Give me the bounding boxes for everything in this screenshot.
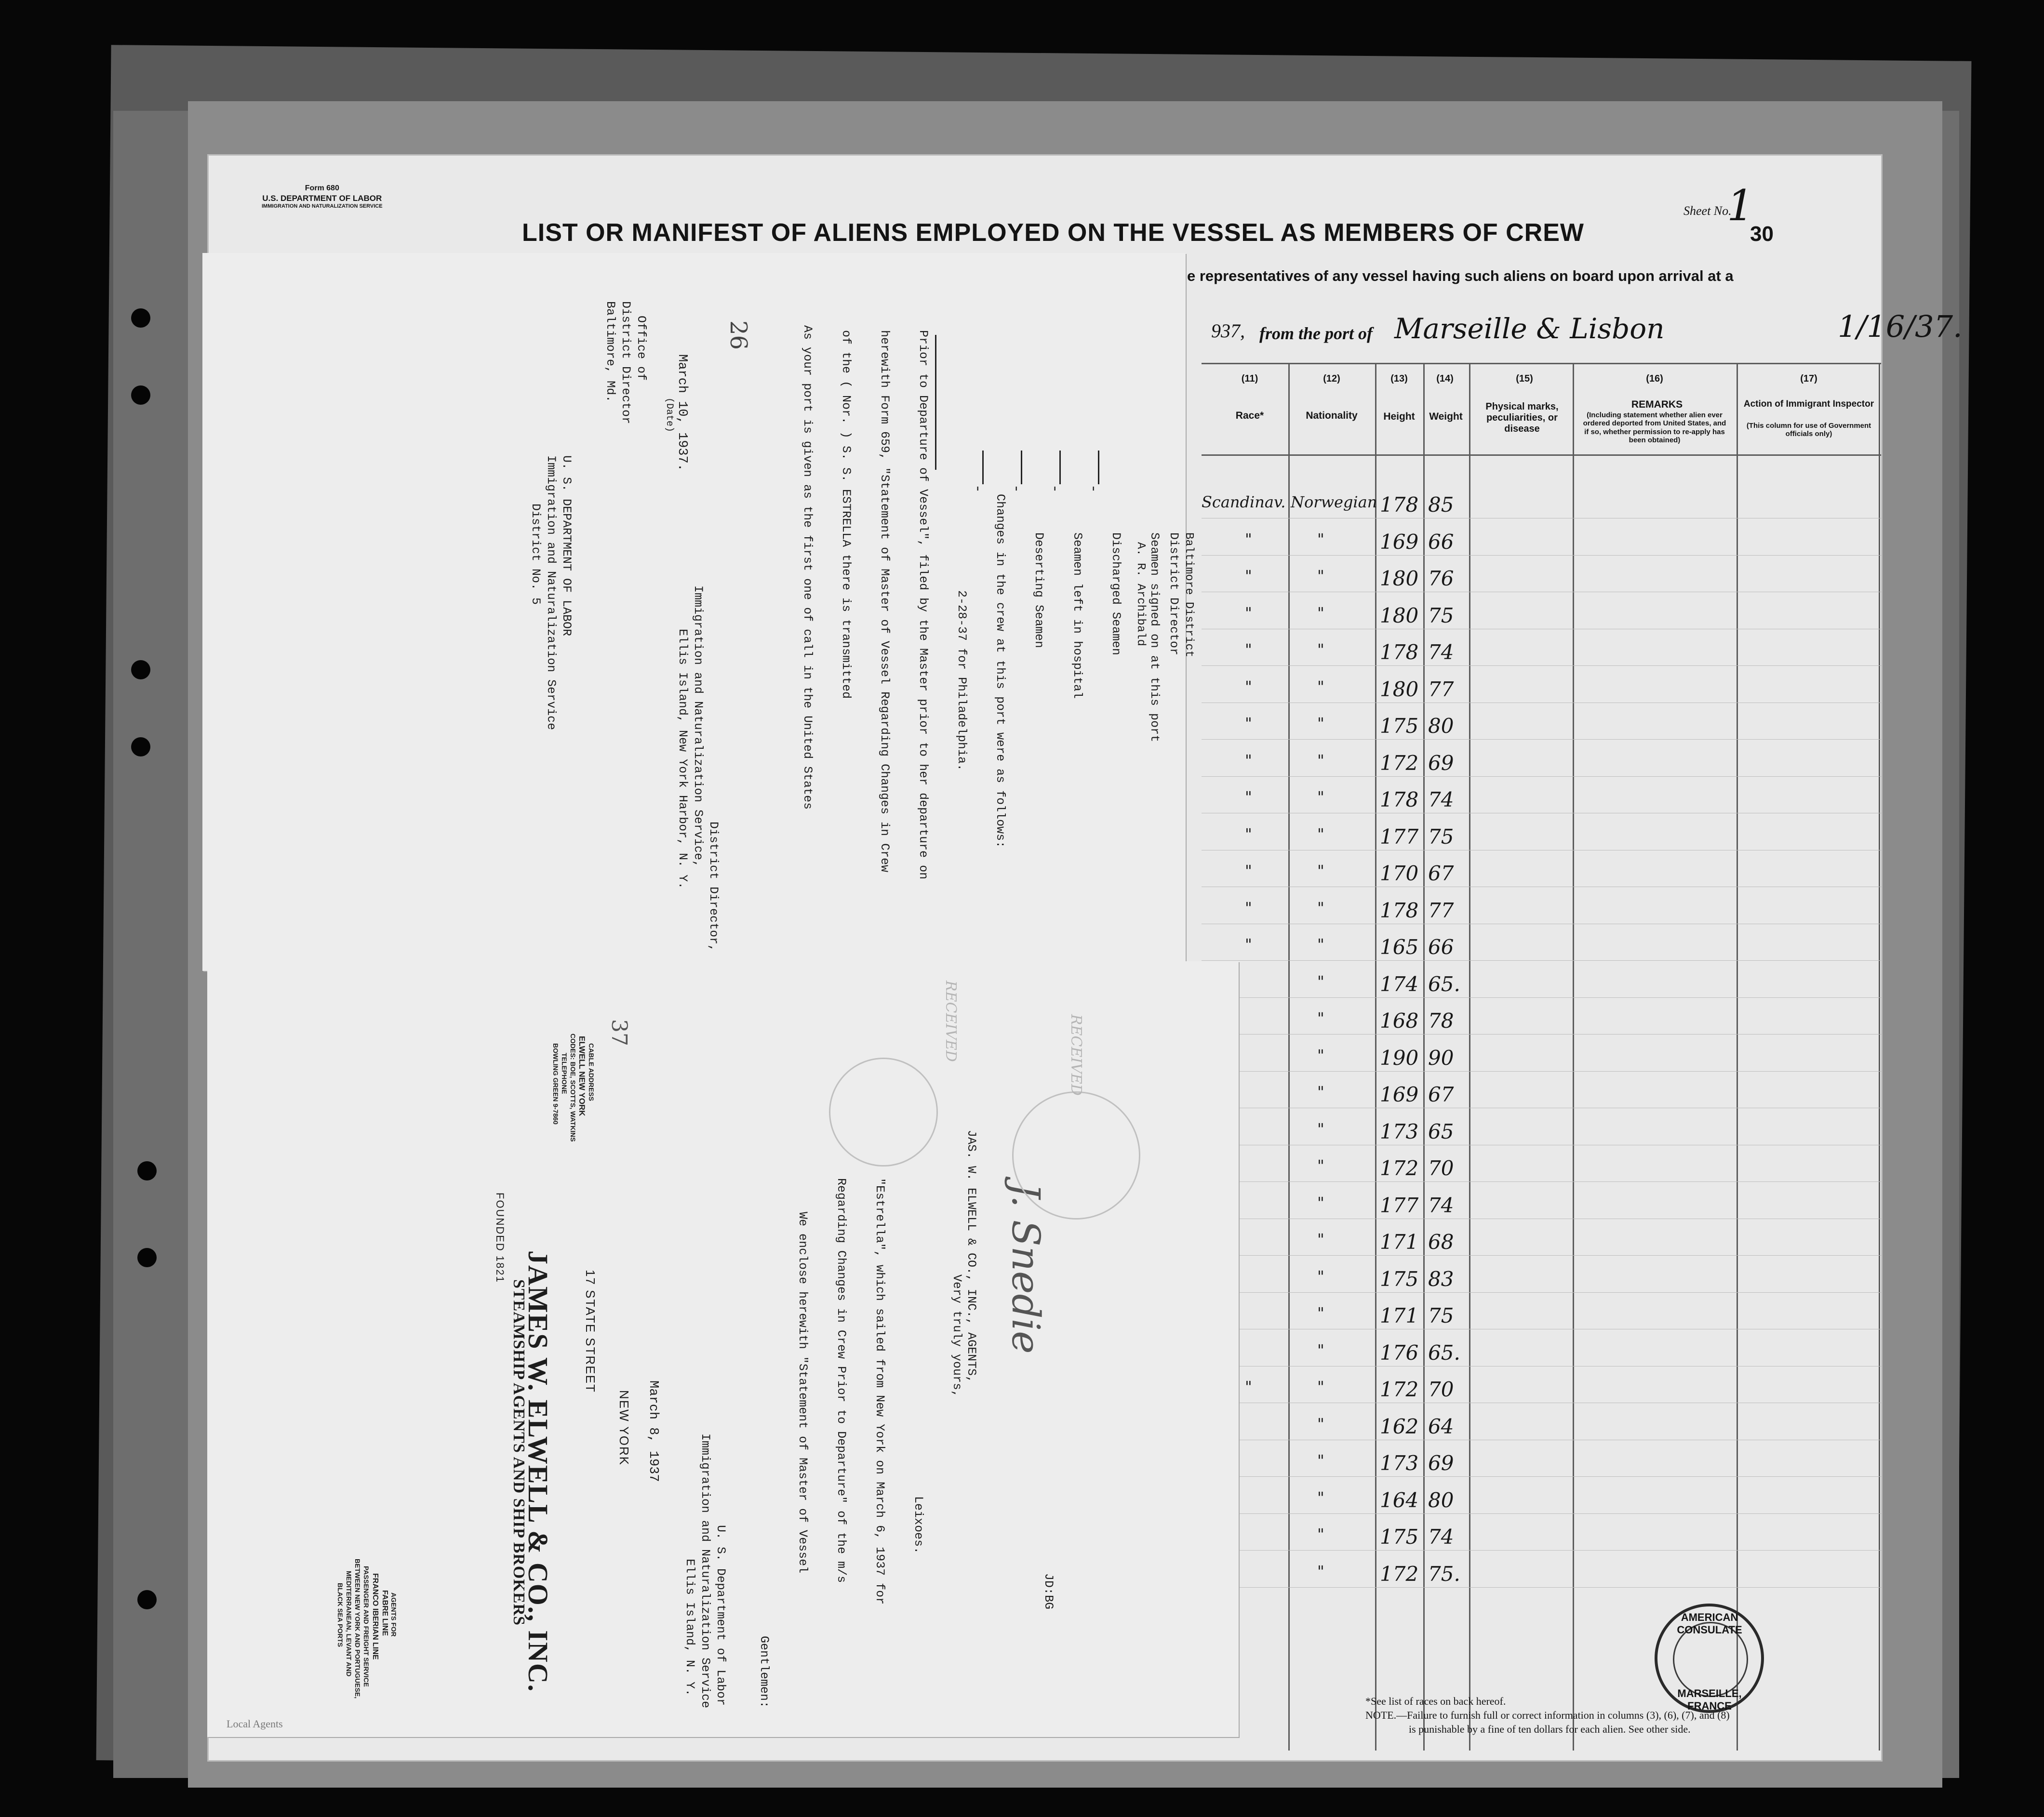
to-line-2: Immigration and Naturalization Service,	[691, 585, 705, 868]
nationality-cell: "	[1317, 567, 1324, 585]
table-row	[1202, 1476, 1881, 1477]
letter-date: March 8, 1937	[646, 1380, 660, 1482]
year-fragment: 937,	[1211, 320, 1245, 342]
height-cell: 171	[1380, 1304, 1419, 1327]
agents-for-label: AGENTS FOR	[390, 1592, 398, 1637]
height-cell: 176	[1380, 1341, 1419, 1365]
weight-cell: 74	[1428, 640, 1454, 664]
nationality-cell: "	[1317, 1083, 1324, 1101]
weight-cell: 67	[1428, 862, 1454, 885]
height-cell: 178	[1380, 899, 1419, 922]
letter-date: March 10, 1937.	[675, 354, 689, 472]
nationality-cell: "	[1317, 935, 1324, 954]
table-row	[1202, 1071, 1881, 1072]
height-cell: 190	[1380, 1046, 1419, 1070]
weight-cell: 69	[1428, 1451, 1454, 1475]
service-name: IMMIGRATION AND NATURALIZATION SERVICE	[262, 203, 383, 210]
stamp-bottom-text: MARSEILLE, FRANCE	[1677, 1687, 1742, 1712]
table-header-rule	[1202, 454, 1881, 456]
height-cell: 172	[1380, 751, 1419, 775]
height-cell: 175	[1380, 1525, 1419, 1549]
underline	[1059, 451, 1061, 484]
salutation: Gentlemen:	[757, 1636, 771, 1709]
table-row	[1202, 1292, 1881, 1293]
nationality-cell: "	[1317, 1341, 1324, 1359]
to-line-1: District Director,	[707, 822, 721, 952]
table-row	[1202, 1181, 1881, 1182]
height-cell: 180	[1380, 604, 1419, 627]
height-cell: 174	[1380, 972, 1419, 996]
weight-cell: 74	[1428, 788, 1454, 811]
height-cell: 175	[1380, 714, 1419, 738]
weight-cell: 64	[1428, 1415, 1454, 1438]
height-cell: 164	[1380, 1488, 1419, 1512]
height-cell: 173	[1380, 1120, 1419, 1143]
weight-cell: 77	[1428, 677, 1454, 701]
height-cell: 175	[1380, 1267, 1419, 1291]
nationality-cell: "	[1317, 1046, 1324, 1064]
height-cell: 168	[1380, 1009, 1419, 1033]
to-line-3: Ellis Island, New York Harbor, N. Y.	[676, 629, 690, 889]
col-16-number: (16)	[1646, 373, 1663, 384]
signoff: JAS. W. ELWELL & CO., INC., AGENTS,	[964, 1130, 978, 1383]
column-divider	[1737, 363, 1738, 1751]
weight-cell: 76	[1428, 567, 1454, 590]
nationality-cell: "	[1317, 677, 1324, 696]
col-11-number: (11)	[1241, 373, 1258, 384]
nationality-cell: "	[1317, 1009, 1324, 1027]
race-cell: "	[1245, 862, 1252, 880]
nationality-cell: "	[1317, 825, 1324, 843]
height-cell: 178	[1380, 788, 1419, 811]
height-cell: 178	[1380, 640, 1419, 664]
weight-cell: 75.	[1428, 1562, 1460, 1586]
weight-cell: 74	[1428, 1525, 1454, 1549]
footnote-note: NOTE.—Failure to furnish full or correct information in columns (3), (6), (7), and (8)	[1365, 1709, 1730, 1721]
weight-cell: 75	[1428, 825, 1454, 849]
binder-hole	[137, 1248, 157, 1267]
body-line-3: "Estrella", which sailed from New York on March 6, 1937 for	[873, 1178, 887, 1605]
column-divider	[1375, 363, 1376, 1751]
height-cell: 169	[1380, 1083, 1419, 1106]
weight-cell: 70	[1428, 1378, 1454, 1401]
company-tagline: STEAMSHIP AGENTS AND SHIP BROKERS	[510, 1279, 528, 1626]
company-city: NEW YORK	[617, 1390, 631, 1466]
port-label: from the port of	[1259, 324, 1373, 343]
body-line-5: 2-28-37 for Philadelphia.	[955, 590, 969, 771]
company-name: JAMES W. ELWELL & CO., INC.	[522, 1250, 554, 1693]
founded-line: FOUNDED 1821	[494, 1193, 506, 1283]
letterhead-district: District No. 5	[529, 504, 543, 605]
weight-cell: 90	[1428, 1046, 1454, 1070]
nationality-cell: "	[1317, 1451, 1324, 1470]
table-row	[1202, 997, 1881, 998]
company-address: 17 STATE STREET	[583, 1270, 598, 1393]
department-name: U.S. DEPARTMENT OF LABOR	[262, 194, 382, 203]
bottom-fragment: Local Agents	[227, 1718, 283, 1730]
weight-cell: 65	[1428, 1120, 1454, 1143]
col-17-number: (17)	[1800, 373, 1817, 384]
binder-hole	[131, 308, 150, 328]
race-cell: "	[1245, 677, 1252, 696]
reference-number: 26	[725, 320, 752, 350]
nationality-cell: "	[1317, 604, 1324, 622]
change-deserting-label: Deserting Seamen	[1032, 532, 1046, 649]
weight-cell: 70	[1428, 1156, 1454, 1180]
weight-cell: 78	[1428, 1009, 1454, 1033]
col-inspector-subheader: (This column for use of Government officials only)	[1746, 422, 1871, 438]
col-13-number: (13)	[1390, 373, 1408, 384]
stamp-top-text: AMERICAN CONSULATE	[1677, 1611, 1742, 1636]
weight-cell: 83	[1428, 1267, 1454, 1291]
service-line-4: BLACK SEA PORTS	[336, 1583, 344, 1647]
height-cell: 172	[1380, 1378, 1419, 1401]
letterhead-service: Immigration and Naturalization Service	[544, 455, 558, 730]
height-cell: 170	[1380, 862, 1419, 885]
column-divider	[1469, 363, 1470, 1751]
underline	[935, 335, 936, 470]
col-remarks-subheader: (Including statement whether alien ever ordered deported from United States, and if so, whether permission to re-apply has been obtained)	[1583, 411, 1726, 444]
sheet-total: 30	[1750, 222, 1774, 246]
to-line-3: Ellis Island, N. Y.	[683, 1559, 697, 1697]
body-line-1: We enclose herewith "Statement of Master of Vessel	[796, 1212, 810, 1574]
weight-cell: 66	[1428, 530, 1454, 554]
agent-line-1: FABRE LINE	[381, 1590, 389, 1636]
to-line-1: U. S. Department of Labor	[714, 1525, 728, 1706]
height-cell: 180	[1380, 677, 1419, 701]
height-cell: 177	[1380, 1194, 1419, 1217]
height-cell: 177	[1380, 825, 1419, 849]
telephone-number: BOWLING GREEN 9-7860	[552, 1043, 560, 1125]
office-of: Office of	[634, 316, 648, 381]
consulate-stamp	[1655, 1604, 1764, 1713]
table-row	[1202, 739, 1881, 740]
baltimore-transmittal-letter	[202, 253, 1195, 971]
nationality-cell: "	[1317, 1562, 1324, 1580]
manifest-title: LIST OR MANIFEST OF ALIENS EMPLOYED ON THE VESSEL AS MEMBERS OF CREW	[522, 219, 1584, 247]
nationality-cell: "	[1317, 788, 1324, 806]
nationality-cell: Norwegian	[1291, 493, 1377, 511]
col-physical-marks-header: Physical marks, peculiarities, or disease	[1485, 401, 1559, 434]
table-row	[1202, 1255, 1881, 1256]
race-cell: "	[1245, 530, 1252, 548]
race-cell: "	[1245, 751, 1252, 769]
cable-address: ELWELL NEW YORK	[577, 1036, 587, 1116]
column-divider	[1423, 363, 1425, 1751]
reference-number: 37	[607, 1019, 631, 1046]
received-stamp-text: RECEIVED	[942, 981, 959, 1062]
height-cell: 169	[1380, 530, 1419, 554]
service-line-3: MEDITERRANEAN, LEVANT AND	[345, 1571, 353, 1677]
column-divider	[1573, 363, 1574, 1751]
typist-initials: JD:BG	[1042, 1573, 1055, 1610]
race-cell: "	[1245, 825, 1252, 843]
change-signed-on-label: Seamen signed on at this port	[1148, 532, 1162, 743]
received-stamp	[1012, 1091, 1140, 1220]
signature: J. Snedie	[1003, 1183, 1048, 1354]
col-12-number: (12)	[1323, 373, 1340, 384]
received-stamp-text: RECEIVED	[1068, 1014, 1084, 1096]
col-15-number: (15)	[1516, 373, 1533, 384]
col-race-header: Race*	[1235, 410, 1264, 421]
height-cell: 162	[1380, 1415, 1419, 1438]
received-stamp	[829, 1058, 938, 1167]
nationality-cell: "	[1317, 972, 1324, 991]
port-handwritten: Marseille & Lisbon	[1394, 312, 1665, 345]
binder-hole	[137, 1590, 157, 1609]
col-14-number: (14)	[1436, 373, 1454, 384]
change-hospital-value: -	[1008, 484, 1024, 493]
sheet-label: Sheet No.	[1683, 204, 1732, 218]
service-line-2: BETWEEN NEW YORK AND PORTUGUESE,	[354, 1559, 361, 1699]
table-row	[1202, 1587, 1881, 1588]
nationality-cell: "	[1317, 899, 1324, 917]
change-deserting-value: -	[969, 484, 986, 493]
race-cell: "	[1245, 604, 1252, 622]
height-cell: 173	[1380, 1451, 1419, 1475]
race-cell: "	[1245, 935, 1252, 954]
signer-title: District Director	[1167, 532, 1181, 656]
weight-cell: 66	[1428, 935, 1454, 959]
telephone-label: TELEPHONE	[561, 1053, 568, 1094]
table-row	[1202, 1550, 1881, 1551]
table-row	[1202, 665, 1881, 666]
binder-hole	[137, 1161, 157, 1180]
underline	[982, 451, 984, 484]
nationality-cell: "	[1317, 1488, 1324, 1507]
col-nationality-header: Nationality	[1306, 410, 1358, 421]
race-cell: "	[1245, 788, 1252, 806]
cable-codes: CODES: BOE, SCOTTS, WATKINS	[569, 1034, 577, 1142]
weight-cell: 69	[1428, 751, 1454, 775]
race-cell: "	[1245, 1378, 1252, 1396]
arrival-date-handwritten: 1/16/37.	[1838, 309, 1963, 344]
table-row	[1202, 960, 1881, 961]
race-cell: "	[1245, 567, 1252, 585]
height-cell: 180	[1380, 567, 1419, 590]
nationality-cell: "	[1317, 714, 1324, 732]
change-signed-on-value: -	[1085, 484, 1101, 493]
form-number: Form 680	[305, 184, 339, 192]
change-discharged-value: -	[1046, 484, 1063, 493]
agent-line-2: FRANCO IBERIAN LINE	[371, 1573, 379, 1660]
nationality-cell: "	[1317, 1194, 1324, 1212]
nationality-cell: "	[1317, 530, 1324, 548]
nationality-cell: "	[1317, 1230, 1324, 1248]
table-row	[1202, 555, 1881, 556]
nationality-cell: "	[1317, 751, 1324, 769]
body-line-3: herewith Form 659, "Statement of Master of Vessel Regarding Changes in Crew	[878, 330, 892, 873]
height-cell: 178	[1380, 493, 1419, 517]
weight-cell: 74	[1428, 1194, 1454, 1217]
office-city: Baltimore, Md.	[603, 301, 617, 403]
table-row	[1202, 1513, 1881, 1514]
body-line-2: Regarding Changes in Crew Prior to Departure" of the m/s	[834, 1178, 848, 1583]
underline	[1098, 451, 1099, 484]
weight-cell: 65.	[1428, 1341, 1460, 1365]
col-height-header: Height	[1383, 411, 1415, 422]
table-row	[1202, 776, 1881, 777]
height-cell: 171	[1380, 1230, 1419, 1254]
cable-label: CABLE ADDRESS	[588, 1043, 595, 1101]
signer-name: A. R. Archibald	[1134, 542, 1147, 647]
col-weight-header: Weight	[1429, 411, 1463, 422]
weight-cell: 80	[1428, 1488, 1454, 1512]
weight-cell: 65.	[1428, 972, 1460, 996]
weight-cell: 67	[1428, 1083, 1454, 1106]
col-inspector-header: Action of Immigrant Inspector	[1743, 399, 1874, 409]
footnote-fine: is punishable by a fine of ten dollars for each alien. See other side.	[1409, 1723, 1691, 1735]
changes-intro: Changes in the crew at this port were as follows:	[993, 494, 1007, 849]
height-cell: 172	[1380, 1562, 1419, 1586]
nationality-cell: "	[1317, 1267, 1324, 1286]
weight-cell: 68	[1428, 1230, 1454, 1254]
closing: Very truly yours,	[950, 1274, 964, 1398]
nationality-cell: "	[1317, 862, 1324, 880]
weight-cell: 75	[1428, 1304, 1454, 1327]
body-line-2: of the ( Nor. ) S. S. ESTRELLA there is transmitted	[839, 330, 853, 699]
binder-hole	[131, 660, 150, 679]
manifest-intro-text: e representatives of any vessel having such aliens on board upon arrival at a	[1187, 267, 1734, 284]
weight-cell: 77	[1428, 899, 1454, 922]
to-line-2: Immigration and Naturalization Service	[698, 1433, 712, 1709]
height-cell: 165	[1380, 935, 1419, 959]
signer-district: Baltimore District	[1182, 532, 1195, 658]
race-cell: Scandinav.	[1202, 493, 1286, 511]
race-cell: "	[1245, 640, 1252, 659]
date-label: (Date)	[664, 398, 675, 433]
column-divider	[1879, 363, 1880, 1751]
body-line-4: Leixoes.	[911, 1496, 925, 1554]
office-director: District Director	[619, 301, 633, 424]
table-top-rule	[1202, 363, 1881, 364]
nationality-cell: "	[1317, 1304, 1324, 1322]
nationality-cell: "	[1317, 1415, 1324, 1433]
footnote-races: *See list of races on back hereof.	[1365, 1695, 1506, 1707]
change-hospital-label: Seamen left in hospital	[1070, 532, 1084, 699]
letterhead-dept: U. S. DEPARTMENT OF LABOR	[560, 455, 574, 637]
underline	[1021, 451, 1022, 484]
col-remarks-header: REMARKS	[1631, 399, 1683, 410]
nationality-cell: "	[1317, 640, 1324, 659]
elwell-cover-letter	[207, 961, 1239, 1737]
weight-cell: 85	[1428, 493, 1454, 517]
weight-cell: 75	[1428, 604, 1454, 627]
nationality-cell: "	[1317, 1156, 1324, 1175]
nationality-cell: "	[1317, 1378, 1324, 1396]
column-divider	[1288, 363, 1290, 1751]
nationality-cell: "	[1317, 1120, 1324, 1138]
height-cell: 172	[1380, 1156, 1419, 1180]
form-header	[262, 184, 383, 210]
service-line-1: PASSENGER AND FREIGHT SERVICE	[362, 1566, 370, 1687]
change-discharged-label: Discharged Seamen	[1109, 532, 1123, 656]
binder-hole	[131, 385, 150, 405]
body-line-4: Prior to Departure of Vessel", filed by the Master prior to her departure on	[916, 330, 930, 880]
race-cell: "	[1245, 899, 1252, 917]
nationality-cell: "	[1317, 1525, 1324, 1543]
body-line-1: As your port is given as the first one of call in the United States	[801, 325, 815, 810]
binder-hole	[131, 737, 150, 756]
weight-cell: 80	[1428, 714, 1454, 738]
sheet-number: 1	[1727, 181, 1754, 230]
race-cell: "	[1245, 714, 1252, 732]
